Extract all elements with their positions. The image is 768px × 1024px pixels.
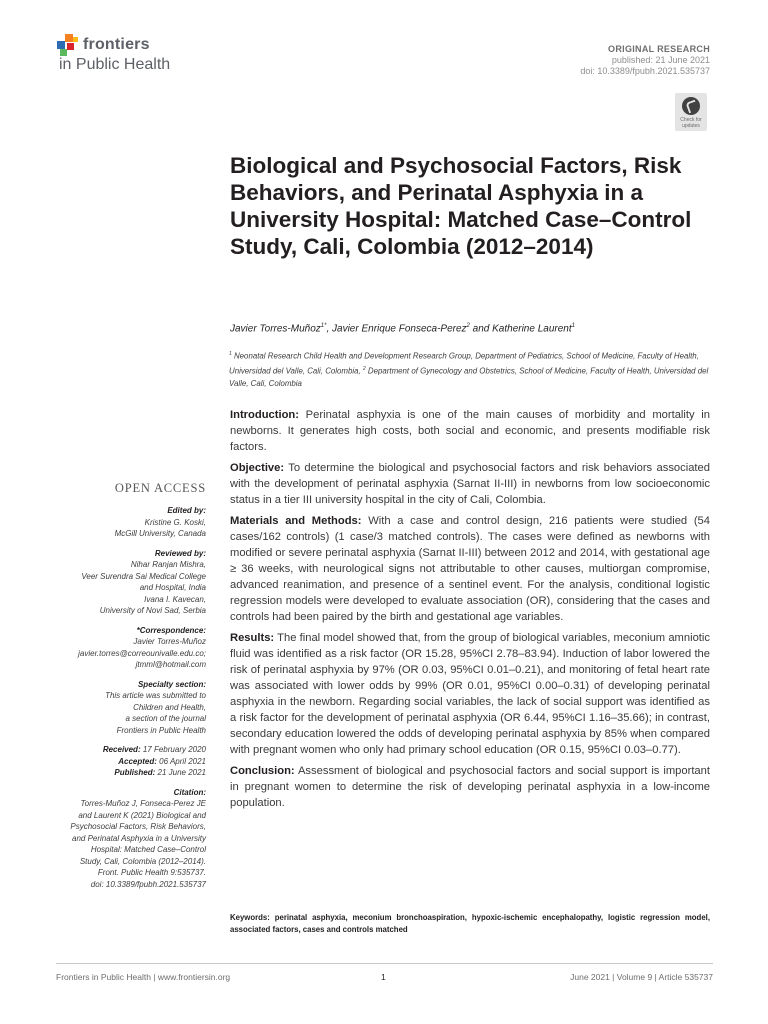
journal-brand: frontiers <box>83 36 150 53</box>
author-affiliation-mark: 2 <box>466 323 470 329</box>
abstract-conclusion: Conclusion: Assessment of biological and psychosocial factors and social support is important in pregnant women to determine the risk of developing perinatal asphyxia in a low-income population. <box>230 765 710 809</box>
citation-line: and Laurent K (2021) Biological and <box>78 810 206 820</box>
citation-line: Hospital: Matched Case–Control <box>90 845 206 854</box>
author-separator: and <box>469 323 493 335</box>
reviewer-line: Nihar Ranjan Mishra, <box>130 560 206 569</box>
correspondence-line: Javier Torres-Muñoz <box>133 637 206 646</box>
editor-line: McGill University, Canada <box>114 529 206 538</box>
check-for-updates-icon <box>682 97 700 115</box>
article-dates <box>36 744 206 779</box>
article-sidebar <box>36 505 206 890</box>
citation-line: Front. Public Health 9:535737. <box>97 868 206 877</box>
citation-doi[interactable]: doi: 10.3389/fpubh.2021.535737 <box>90 879 206 889</box>
affiliations <box>229 348 714 390</box>
abstract <box>230 407 710 816</box>
reviewer-line: University of Novi Sad, Serbia <box>99 606 206 615</box>
affiliation-text: Neonatal Research Child Health and Development Research Group, Department of Pediatrics, School of Medicine, Faculty of Health, Universidad del Valle, Cali, Colombia, <box>229 351 699 376</box>
abstract-introduction: Introduction: Perinatal asphyxia is one of the main causes of morbidity and mortality in newborns. It generates high costs, both social and economic, and presents modifiable risk factors. <box>230 409 710 453</box>
author-separator: , <box>326 323 333 335</box>
affiliation-text: Department of Gynecology and Obstetrics, School of Medicine, Faculty of Health, Universidad del Valle, Cali, Colombia <box>229 366 709 389</box>
article-title: Biological and Psychosocial Factors, Risk Behaviors, and Perinatal Asphyxia in a University Hospital: Matched Case–Control Study, Cali, Colombia (2012–2014) <box>230 153 692 259</box>
reviewer-line: Ivana I. Kavecan, <box>144 594 206 604</box>
open-access-label: OPEN ACCESS <box>114 481 206 495</box>
frontiers-logo-icon <box>56 33 80 57</box>
accepted-date: Accepted: 06 April 2021 <box>118 756 206 766</box>
author-affiliation-mark: 1 <box>571 323 575 329</box>
reviewed-by-heading: Reviewed by: <box>154 548 206 558</box>
abstract-results: Results: The final model showed that, from the group of biological variables, meconium amniotic fluid was identified as a risk factor (OR 15.28, 95%CI 2.78–83.94). Induction of labor lowered the risk of perinatal asphyxia by 97% (OR 0.03, 95%CI 0.01–0.21), and monitoring of fetal heart rate was associated with lower odds by 99% (OR 0.01, 95%CI 0.00–0.31) of developing perinatal asphyxia in the newborn. Regarding social variables, the lack of social support was identified as a risk factor for the development of perinatal asphyxia (OR 6.44, 95%CI 1.16–35.66); in contrast, secondary education lowered the odds of developing perinatal asphyxia by 85% when compared with pregnant women who only had primary school education (OR 0.15, 95%CI 0.03–0.77). <box>230 632 710 756</box>
abstract-methods: Materials and Methods: With a case and control design, 216 patients were studied (54 cases/162 controls) (1 case/3 matched controls). The cases were defined as newborns with modified or severe perinatal asphyxia (Sarnat II-III) between 2012 and 2014, with gestational age ≥ 36 weeks, with neurological signs not attributable to other causes, multiorgan compromise, advanced reanimation, and presence of a sentinel event. For the analysis, conditional logistic regression models were developed to evaluate association (OR), considering that the cases and controls had been paired by the birth and gestational age variables. <box>230 515 710 623</box>
citation-line: and Perinatal Asphyxia in a University <box>72 833 206 843</box>
article-meta <box>580 44 710 77</box>
page-number: 1 <box>381 972 386 982</box>
specialty-line: a section of the journal <box>125 714 206 723</box>
citation-line: Psychosocial Factors, Risk Behaviors, <box>70 822 206 831</box>
published-date-sidebar: Published: 21 June 2021 <box>114 768 206 777</box>
article-type: ORIGINAL RESEARCH <box>608 44 710 54</box>
specialty-line: This article was submitted to <box>105 691 206 700</box>
specialty-line: Frontiers in Public Health <box>116 725 206 735</box>
author-name[interactable]: Katherine Laurent <box>492 323 572 335</box>
abstract-objective: Objective: To determine the biological and psychosocial factors and risk behaviors associated with the development of perinatal asphyxia (Sarnat II-III) in newborns from low socioeconomic status in a tier III university hospital in the city of Cali, Colombia. <box>230 462 710 506</box>
footer-divider <box>56 963 713 964</box>
author-list <box>230 323 575 334</box>
article-doi[interactable]: doi: 10.3389/fpubh.2021.535737 <box>580 66 710 76</box>
footer-journal-link[interactable]: Frontiers in Public Health | www.frontiersin.org <box>56 972 231 982</box>
affiliation-mark: 1 <box>229 351 232 357</box>
correspondence-email[interactable]: javier.torres@correounivalle.edu.co; <box>78 648 206 658</box>
specialty-line: Children and Health, <box>133 702 206 712</box>
author-name[interactable]: Javier Torres-Muñoz <box>230 323 321 335</box>
editor-line: Kristine G. Koski, <box>144 517 206 527</box>
check-for-updates-label: Check for updates <box>680 117 702 129</box>
journal-logo[interactable] <box>56 33 216 79</box>
author-name[interactable]: Javier Enrique Fonseca-Perez <box>332 323 467 335</box>
reviewer-line: Veer Surendra Sai Medical College <box>81 571 206 581</box>
check-for-updates-badge[interactable] <box>675 93 707 131</box>
citation-line: Study, Cali, Colombia (2012–2014). <box>79 856 206 866</box>
author-affiliation-mark: 1* <box>320 323 327 329</box>
keywords: Keywords: perinatal asphyxia, meconium bronchoaspiration, hypoxic-ischemic encephalopathy, logistic regression model, associated factors, cases and controls matched <box>230 913 710 934</box>
edited-by-heading: Edited by: <box>167 506 206 515</box>
journal-section: in Public Health <box>59 56 171 73</box>
citation-heading: Citation: <box>173 787 206 797</box>
citation-line: Torres-Muñoz J, Fonseca-Perez JE <box>80 799 206 808</box>
specialty-heading: Specialty section: <box>137 679 206 689</box>
published-date: published: 21 June 2021 <box>611 55 710 65</box>
reviewer-line: and Hospital, India <box>139 583 206 592</box>
correspondence-email[interactable]: jtmml@hotmail.com <box>135 660 206 669</box>
correspondence-heading: *Correspondence: <box>136 625 206 635</box>
affiliation-mark: 2 <box>362 365 366 372</box>
received-date: Received: 17 February 2020 <box>102 745 206 754</box>
footer-issue-info: June 2021 | Volume 9 | Article 535737 <box>570 972 713 982</box>
